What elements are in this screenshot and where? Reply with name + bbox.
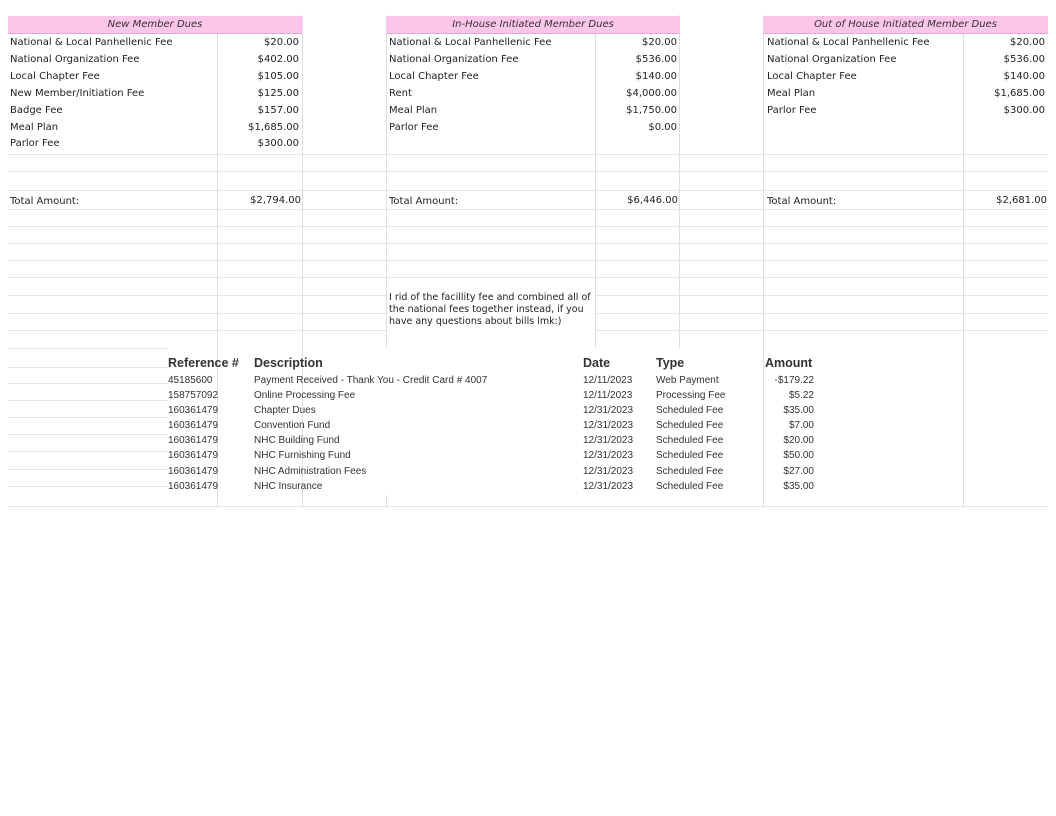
tx-date: 12/31/2023 (583, 405, 634, 416)
grid-line (595, 313, 1048, 314)
tx-description: NHC Administration Fees (254, 466, 367, 477)
grid-line (8, 190, 1048, 191)
row-label: National Organization Fee (767, 54, 897, 65)
row-label: National & Local Panhellenic Fee (767, 37, 930, 48)
row-label: Parlor Fee (10, 138, 60, 149)
row-amount: $140.00 (635, 71, 677, 82)
grid-line (595, 295, 1048, 296)
tx-reference: 160361479 (168, 420, 219, 431)
row-amount: $105.00 (257, 71, 299, 82)
grid-line (8, 277, 1048, 278)
tx-reference: 160361479 (168, 481, 219, 492)
tx-type: Scheduled Fee (656, 435, 724, 446)
row-amount: $157.00 (257, 105, 299, 116)
grid-line (8, 417, 168, 418)
grid-line (8, 486, 168, 487)
tx-reference: 158757092 (168, 390, 219, 401)
row-amount: $1,750.00 (626, 105, 677, 116)
tx-description: NHC Furnishing Fund (254, 450, 351, 461)
row-label: Meal Plan (767, 88, 816, 99)
tx-header-amount: Amount (765, 356, 813, 370)
tx-description: Online Processing Fee (254, 390, 356, 401)
grid-line (8, 226, 1048, 227)
row-amount: $140.00 (1003, 71, 1045, 82)
row-amount: $402.00 (257, 54, 299, 65)
tx-type: Scheduled Fee (656, 450, 724, 461)
total-amount: $2,794.00 (250, 195, 301, 206)
row-label: National & Local Panhellenic Fee (10, 37, 173, 48)
tx-type: Scheduled Fee (656, 405, 724, 416)
tx-amount: $35.00 (783, 481, 814, 492)
grid-line (8, 295, 388, 296)
row-amount: $125.00 (257, 88, 299, 99)
table-header-in-house: In-House Initiated Member Dues (386, 16, 680, 34)
grid-line (8, 434, 168, 435)
tx-type: Scheduled Fee (656, 481, 724, 492)
total-amount: $2,681.00 (996, 195, 1047, 206)
grid-line (8, 469, 168, 470)
tx-header-reference: Reference # (168, 356, 239, 370)
row-amount: $1,685.00 (994, 88, 1045, 99)
tx-reference: 45185600 (168, 375, 213, 386)
row-label: Local Chapter Fee (389, 71, 479, 82)
tx-amount: $50.00 (783, 450, 814, 461)
row-label: Local Chapter Fee (767, 71, 857, 82)
row-label: Meal Plan (10, 122, 59, 133)
tx-description: Chapter Dues (254, 405, 316, 416)
row-label: Rent (389, 88, 412, 99)
tx-type: Processing Fee (656, 390, 726, 401)
grid-line (8, 154, 1048, 155)
tx-date: 12/11/2023 (583, 375, 633, 386)
tx-description: Convention Fund (254, 420, 331, 431)
tx-amount: $27.00 (783, 466, 814, 477)
tx-type: Scheduled Fee (656, 466, 724, 477)
table-header-out-of-house: Out of House Initiated Member Dues (763, 16, 1048, 34)
row-label: National & Local Panhellenic Fee (389, 37, 552, 48)
tx-description: Payment Received - Thank You - Credit Card # 4007 (254, 375, 488, 386)
grid-line (8, 330, 388, 331)
tx-date: 12/31/2023 (583, 481, 634, 492)
total-amount: $6,446.00 (627, 195, 678, 206)
tx-amount: $20.00 (783, 435, 814, 446)
row-amount: $536.00 (1003, 54, 1045, 65)
grid-line (8, 348, 168, 349)
tx-header-description: Description (254, 356, 323, 370)
tx-date: 12/31/2023 (583, 466, 634, 477)
row-label: New Member/Initiation Fee (10, 88, 145, 99)
row-label: Parlor Fee (389, 122, 439, 133)
grid-line (8, 313, 388, 314)
row-label: Meal Plan (389, 105, 438, 116)
row-amount: $20.00 (1010, 37, 1045, 48)
tx-amount: $35.00 (783, 405, 814, 416)
tx-reference: 160361479 (168, 435, 219, 446)
total-label: Total Amount: (767, 196, 837, 207)
tx-date: 12/31/2023 (583, 420, 634, 431)
row-label: Local Chapter Fee (10, 71, 100, 82)
tx-date: 12/31/2023 (583, 450, 634, 461)
tx-reference: 160361479 (168, 450, 219, 461)
total-label: Total Amount: (10, 196, 80, 207)
grid-line (8, 451, 168, 452)
grid-line (8, 209, 1048, 210)
tx-amount: $7.00 (788, 420, 814, 431)
row-amount: $536.00 (635, 54, 677, 65)
tx-description: NHC Building Fund (254, 435, 340, 446)
tx-description: NHC Insurance (254, 481, 323, 492)
grid-line (8, 367, 168, 368)
row-amount: $20.00 (264, 37, 299, 48)
tx-amount: -$179.22 (774, 375, 814, 386)
row-amount: $1,685.00 (248, 122, 299, 133)
tx-date: 12/11/2023 (583, 390, 633, 401)
tx-type: Web Payment (656, 375, 719, 386)
grid-line (8, 506, 1048, 507)
row-amount: $300.00 (1003, 105, 1045, 116)
row-label: Badge Fee (10, 105, 63, 116)
table-header-new-member: New Member Dues (8, 16, 302, 34)
row-amount: $300.00 (257, 138, 299, 149)
row-label: National Organization Fee (10, 54, 140, 65)
note-comment: I rid of the facillity fee and combined all of the national fees together instead, if you have any questions about bills lmk:) (389, 292, 591, 327)
grid-line (8, 243, 1048, 244)
row-label: National Organization Fee (389, 54, 519, 65)
row-amount: $20.00 (642, 37, 677, 48)
tx-type: Scheduled Fee (656, 420, 724, 431)
tx-header-type: Type (656, 356, 685, 370)
tx-amount: $5.22 (788, 390, 814, 401)
grid-line (8, 400, 168, 401)
row-amount: $0.00 (648, 122, 677, 133)
grid-line (8, 383, 168, 384)
grid-line (386, 15, 387, 348)
tx-reference: 160361479 (168, 405, 219, 416)
tx-date: 12/31/2023 (583, 435, 634, 446)
tx-reference: 160361479 (168, 466, 219, 477)
grid-line (8, 171, 1048, 172)
row-label: Parlor Fee (767, 105, 817, 116)
grid-line (595, 330, 1048, 331)
grid-line (679, 15, 680, 348)
row-amount: $4,000.00 (626, 88, 677, 99)
total-label: Total Amount: (389, 196, 459, 207)
grid-line (8, 260, 1048, 261)
tx-header-date: Date (583, 356, 611, 370)
